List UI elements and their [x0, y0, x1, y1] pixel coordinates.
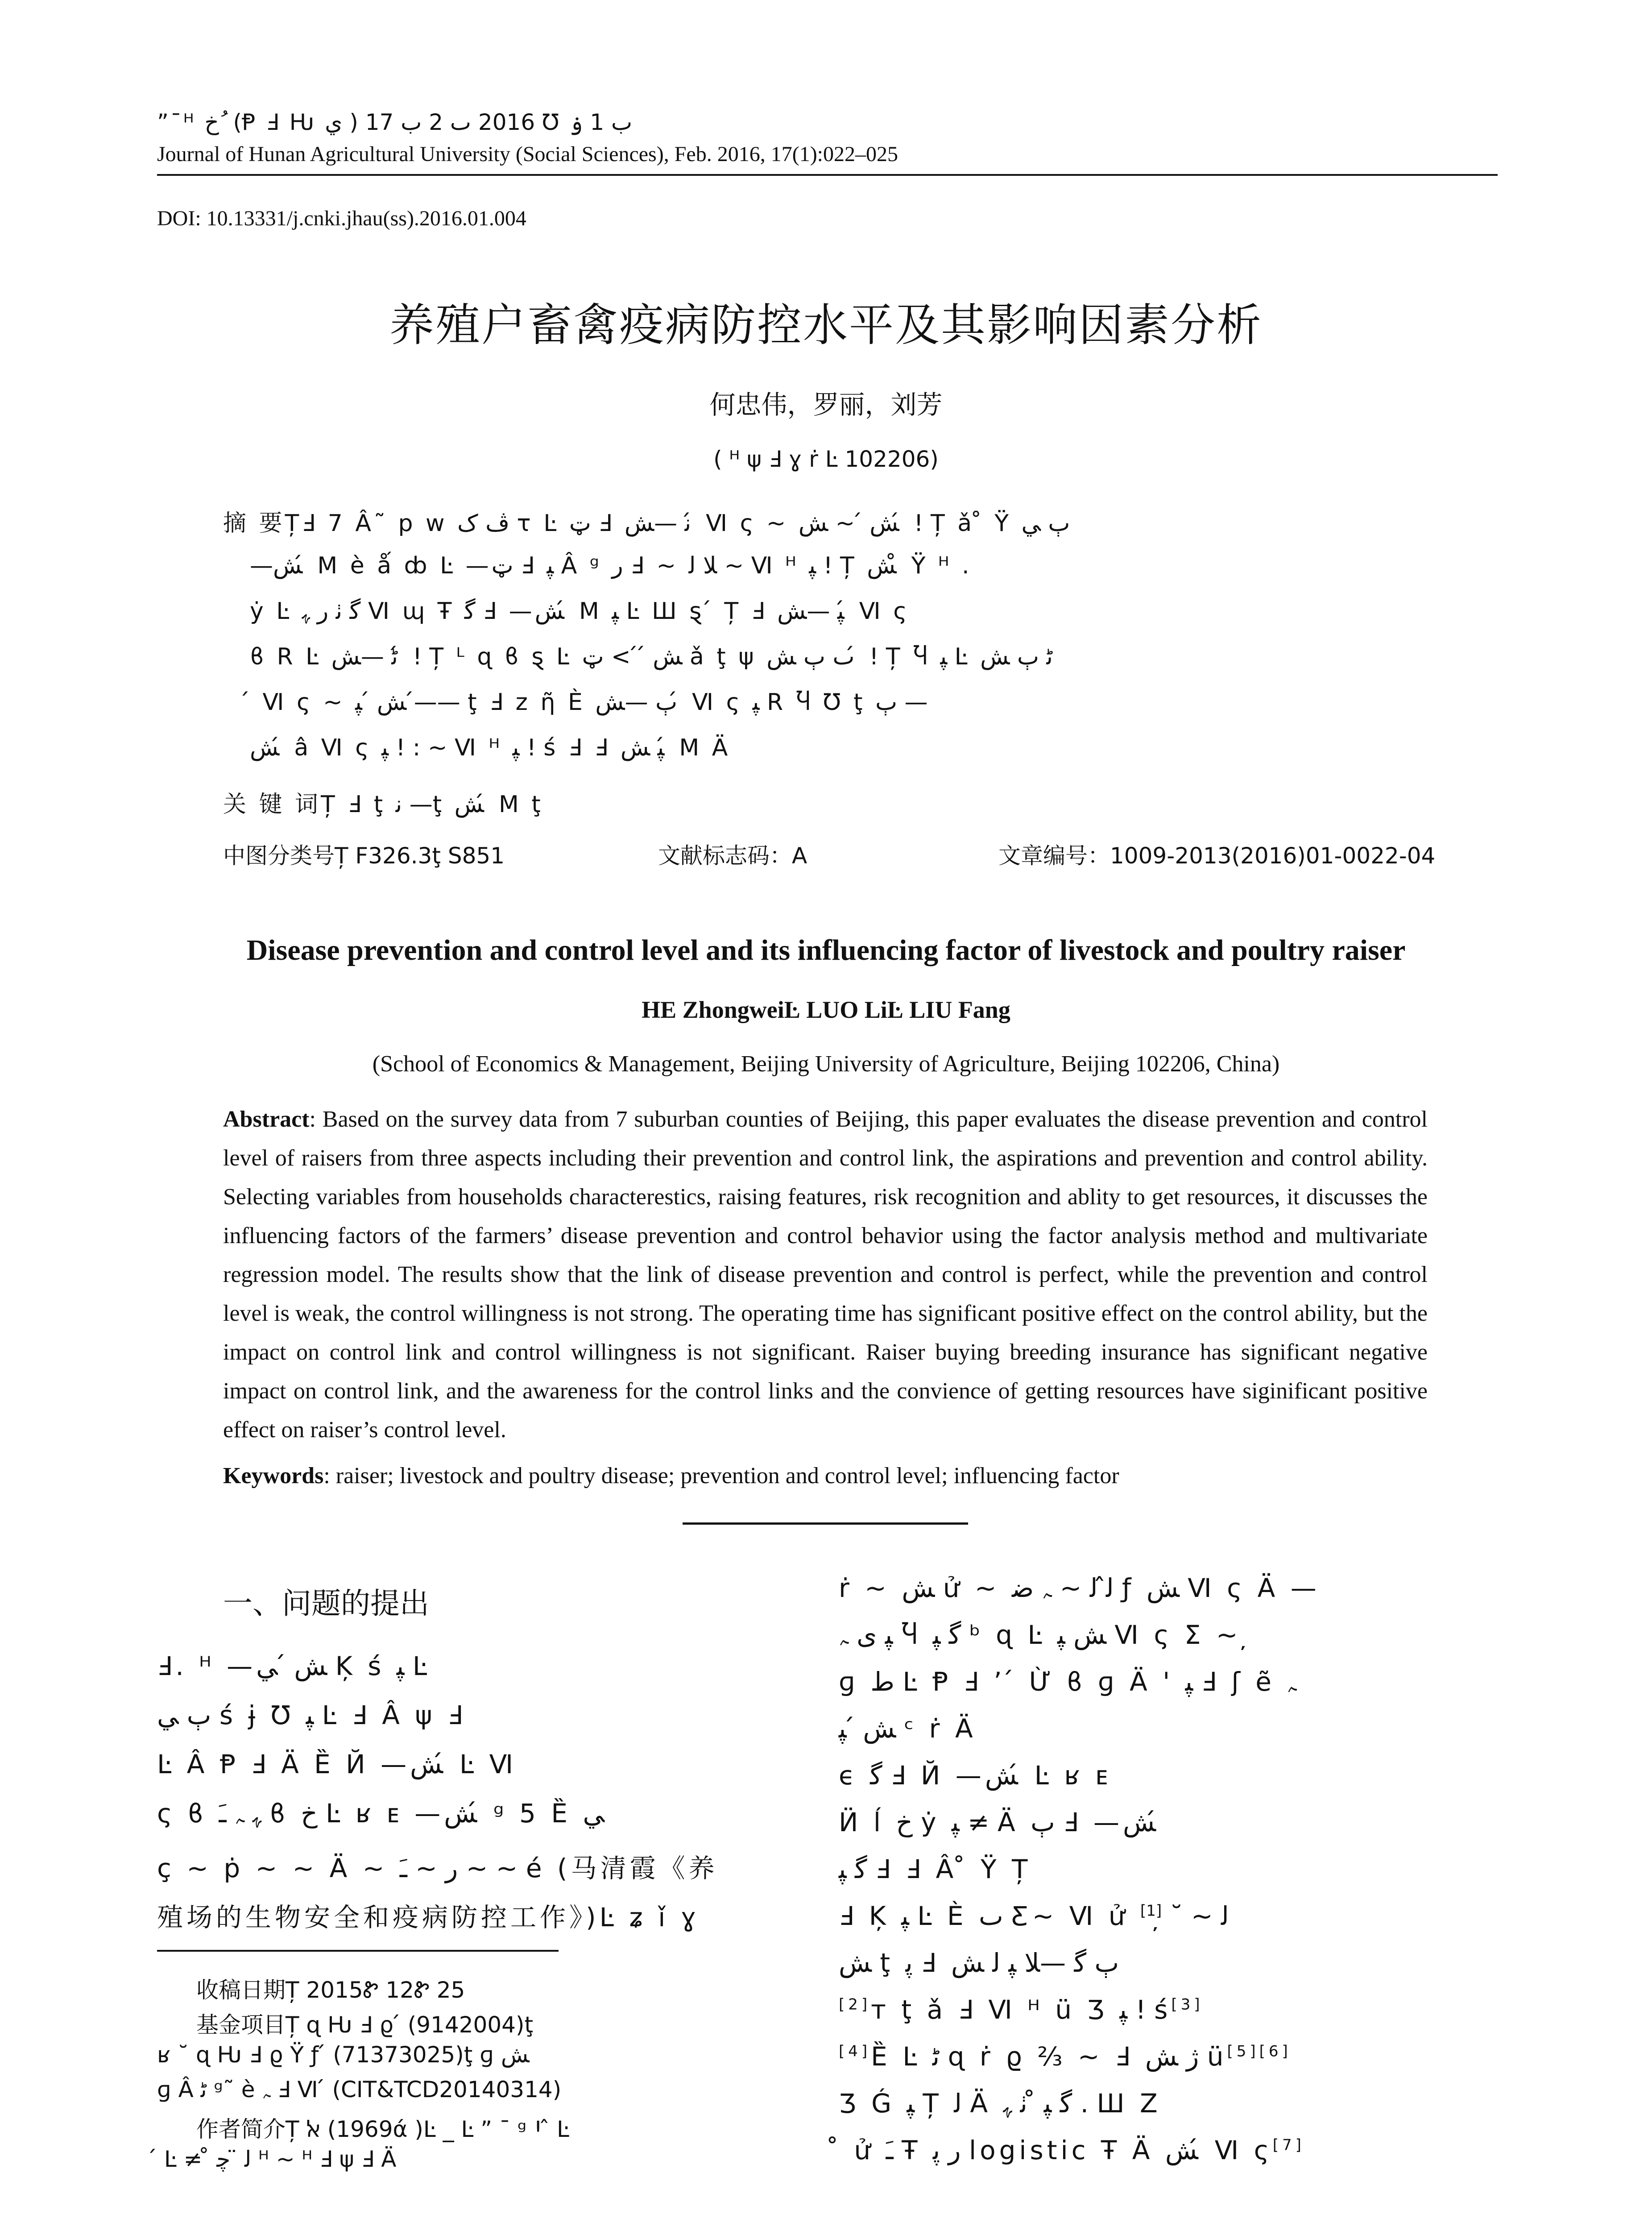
- citation-1[interactable]: [1]: [1140, 1902, 1162, 1920]
- citation-4[interactable]: [4]: [839, 2042, 871, 2061]
- keywords-cn: [223, 785, 543, 819]
- abstract-cn-label: 摘 要Ț: [223, 510, 302, 537]
- abstract-cn-line: ẏ Ŀ ﮔ ﭠ ﺭ ﮩ Ⅵ ɰ Ŧ ﮔ Ⅎ —ﺶ ́ Ⅿ ﭙ Ŀ Ш ȿ ́ Ț Ⅎ ﭙ —ﺶ ́ Ⅵ ς: [250, 598, 910, 625]
- body-line-left: Ŀ Â Ᵽ Ⅎ Ä Ȅ Й —ﺶ ́ Ŀ Ⅵ: [157, 1749, 517, 1779]
- abstract-cn-line: ﺶ ́ â Ⅵ ς ﭙ ! : ~ Ⅵ ᴴ ﭙ ! ś Ⅎ Ⅎ ﭙ ﺶ ́ Ⅿ Ä: [250, 734, 731, 761]
- body-line-left: 殖场的生物安全和疫病防控工作》)Ŀ ʑ ǐ ɣ: [157, 1902, 700, 1932]
- body-line-right: Ʒ Ǵ ﭙ Ț ﻟ Ä ﮔ ﭙ ̊ ﭠ ﮩ . Ш Z: [839, 2088, 1161, 2119]
- body-line-left: ﭒ ﻲ ś ɉ Ʊ ﭙ Ŀ Ⅎ Â ψ Ⅎ: [157, 1700, 466, 1730]
- body-line-right: ﭙ ﯼ ﮧ Ⴏ ﮔ ﭙ ᵇ ɋ Ŀ ﺶ ﭙ Ⅵ ς Σ ~ ̦: [839, 1620, 1253, 1650]
- footnote-author-bio: ́ Ŀ ≠ ̊ ﻟ ̈ ﭼ ᴴ ~ ᴴ Ⅎ ψ Ⅎ Ä: [157, 2146, 397, 2172]
- body-line-right: ϵ ﮔ Ⅎ Й —ﺶ ́ Ŀ ʁ ᴇ: [839, 1760, 1112, 1791]
- citation-6[interactable]: [6]: [1259, 2042, 1292, 2061]
- footnote-fund: 基金项目Ț ɋ Ƕ Ⅎ ϱ ́ (9142004)ţ: [196, 2012, 534, 2038]
- clc-number: 中图分类号Ț F326.3ţ S851: [223, 843, 505, 869]
- body-line-left: ς ϐ ﮩ ﮧ ﹷ ϐ ﺥ Ŀ ʁ ᴇ —ﺶ ́ ᵍ 5 Ȅ ﻲ: [157, 1798, 604, 1829]
- body-line-right: ɡ ﻁ Ŀ Ᵽ Ⅎ ’ ́ Ừ ϐ ɡ Ä ' ﭙ Ⅎ ʃ ẽ ﮧ: [839, 1667, 1297, 1697]
- section-heading: 一、问题的提出: [223, 1586, 429, 1621]
- body-line-right: [839, 2135, 1305, 2165]
- abstract-en: [223, 1100, 1428, 1449]
- abstract-cn-line: ́ Ⅵ ς ~ ﺶ ́ ﭙ —́— ţ Ⅎ z ῆ È ﭒ —ﺶ ́ Ⅵ ς ﭙ R Ⴏ Ʊ ţ ﭒ —: [250, 689, 928, 716]
- abstract-cn-text: Ⅎ 7 Â˜ p w ﭪ ﮎ τ Ŀ ټ Ⅎ ﻧ —ﺶ ́ Ⅵ ς ~ ﺶ ́ ~ ﺶ ́ ! Ț ǎ ̊ Ÿ ﭒ ﻲ: [302, 510, 1070, 537]
- header-rule: [157, 174, 1498, 176]
- affiliation-cn: ( ᴴ ψ Ⅎ ɣ ṙ Ŀ 102206): [713, 446, 939, 472]
- body-line-right: [839, 2041, 1292, 2072]
- body-line-right: Ӥ ĺ ﺥ ẏ ﭙ ≠ Ä ﭒ Ⅎ —ﺶ ́: [839, 1807, 1164, 1837]
- abstract-cn-line: ϐ R Ŀ ﮢ —ﺶ ́ ! Ț ᴸ ɋ ϐ ȿ Ŀ ﺶ ́ ́ > ټ ǎ ţ ψ ٮ ﭒ ﺶ ́ ! Ț Ⴏ ﭙ Ŀ ﮢ ﭒ ﺶ: [250, 643, 1053, 670]
- body-line-left: ç ~ ṗ ~ ~ Ä ~ ﺭ ~ ﹷ ~ ~ é (马清霞《养: [157, 1853, 718, 1883]
- citation-7[interactable]: [7]: [1272, 2136, 1305, 2154]
- doi[interactable]: DOI: 10.13331/j.cnki.jhau(ss).2016.01.004: [157, 207, 526, 230]
- abstract-cn-line: —ﺶ ́ Ⅿ è ǻ ȸ Ŀ —ټ Ⅎ ﭙ Â ᵍ ﺭ Ⅎ ~ ﻼ ﻟ ~ Ⅵ ᴴ ﭙ ! Ț ﺶ ̊ Ÿ ᴴ .: [250, 552, 972, 579]
- body-line-right-text: ̊ ử ﹷ Ŧ ﺭ ﭘ logistic Ŧ Ä ﺶ ́ Ⅵ ς: [839, 2135, 1273, 2165]
- citation-2[interactable]: [2]: [839, 1995, 871, 2014]
- abstract-en-label: Abstract: [223, 1107, 310, 1132]
- authors-cn: 何忠伟，罗丽，刘芳: [709, 390, 943, 420]
- keywords-cn-label: 关 键 词Ț: [223, 791, 338, 818]
- body-line-right-text: Ȅ Ŀ ﮢ ɋ ṙ ϱ ⅔ ~ Ⅎ ﮊ ﺶ ü: [871, 2041, 1227, 2072]
- article-number: 文章编号：1009-2013(2016)01-0022-04: [998, 843, 1436, 869]
- section-separator: [683, 1522, 968, 1525]
- affiliation-en: (School of Economics & Management, Beijing University of Agriculture, Beijing 102206, China): [372, 1051, 1280, 1077]
- footnote-fund: ɡ Â ﮢ ᵍ˜ è ﮧ Ⅎ Ⅵ ́ (CIT&TCD20140314): [157, 2077, 562, 2102]
- footnote-fund: ʁ ˘ ɋ Ƕ Ⅎ ϱ Ÿ ƒ ́ (71373025)ţ ɡ ﺶ: [157, 2042, 530, 2068]
- abstract-en-text: : Based on the survey data from 7 suburban counties of Beijing, this paper evaluates the disease prevention and control level of raisers from three aspects including their prevention and control link, the aspirations and prevention and control ability. Selecting variables from households characterestics, raising features, risk recognition and ablity to get resources, it discusses the influencing factors of the farmers’ disease prevention and control behavior using the factor analysis method and multivariate regression model. The results show that the link of disease prevention and control is perfect, while the prevention and control level is weak, the control willingness is not strong. The operating time has significant positive effect on the control ability, but the impact on control link and control willingness is not significant. Raiser buying breeding insurance has significant negative impact on control link, and the awareness for the control links and the convience of getting resources have siginificant positive effect on raiser’s control level.: [223, 1107, 1428, 1443]
- body-line-left: Ⅎ. ᴴ —ﺶ ́ ﻲ Ķ ś ﭙ Ŀ: [157, 1651, 431, 1681]
- abstract-cn-line: [223, 504, 1070, 538]
- citation-5[interactable]: [5]: [1227, 2042, 1259, 2061]
- footnote-rule: [157, 1950, 559, 1952]
- document-code: 文献标志码：A: [658, 843, 807, 869]
- paper-title-cn: 养殖户畜禽疫病防控水平及其影响因素分析: [389, 299, 1263, 351]
- body-line-right: ﺶ ́ ﭙ ᶜ ṙ Ä: [839, 1713, 977, 1744]
- keywords-en: [223, 1463, 1428, 1489]
- keywords-en-text: : raiser; livestock and poultry disease; prevention and control level; influencing factor: [323, 1463, 1119, 1489]
- citation-3[interactable]: [3]: [1171, 1995, 1204, 2014]
- footnote-author-bio: 作者简介Ț ﭏ (1969ά )Ŀ _ Ŀ ” ¯ ᵍ Ꞌ ̂ Ŀ: [196, 2116, 569, 2142]
- keywords-en-label: Keywords: [223, 1463, 324, 1489]
- footnote-received: 收稿日期Ț 2015Ꮡ 12Ꮡ 25: [196, 1977, 465, 2003]
- keywords-cn-text: Ⅎ ţ ﻧ —ţ ﺶ ́ Ⅿ ţ: [337, 791, 543, 818]
- body-line-right: [839, 1995, 1203, 2025]
- journal-header-en: Journal of Hunan Agricultural University (Social Sciences), Feb. 2016, 17(1):022–025: [157, 142, 898, 166]
- body-line-right: ﺶ ţ ﭘ Ⅎ ﭒ ﮔ —ﻼ ﭙ ﻟ ﺶ: [839, 1948, 1119, 1978]
- body-line-right-text: Ⅎ Ķ ﭙ Ŀ È ٮ Ƹ~ Ⅵ ử ﻟ ~ ˘ ̦: [839, 1901, 1229, 1931]
- journal-header-cn: ”¯ᴴ ﺥ ُ (Ᵽ Ⅎ Ƕ ي ) 2016 ٮ 2 ب 17 Ʊ ب 1 ۏ: [157, 109, 633, 135]
- authors-en: HE ZhongweiĿ LUO LiĿ LIU Fang: [642, 996, 1010, 1023]
- paper-title-en: Disease prevention and control level and its influencing factor of livestock and poultry raiser: [246, 934, 1406, 966]
- body-line-right: ṙ ~ ﺶ ử ~ ﻟ̂ ﻟ ~ ﮧ ﺿ ƒ ﺶ Ⅵ ς Ä —: [839, 1573, 1320, 1603]
- body-line-right: ﮔ ﭙ Ⅎ Ⅎ Â ̊ Ÿ Ț: [839, 1854, 1031, 1884]
- body-line-right: [839, 1901, 1229, 1931]
- body-line-right-text: ᴛ ţ ǎ Ⅎ Ⅵ ᴴ ü Ʒ ﭙ ! ś: [871, 1995, 1172, 2025]
